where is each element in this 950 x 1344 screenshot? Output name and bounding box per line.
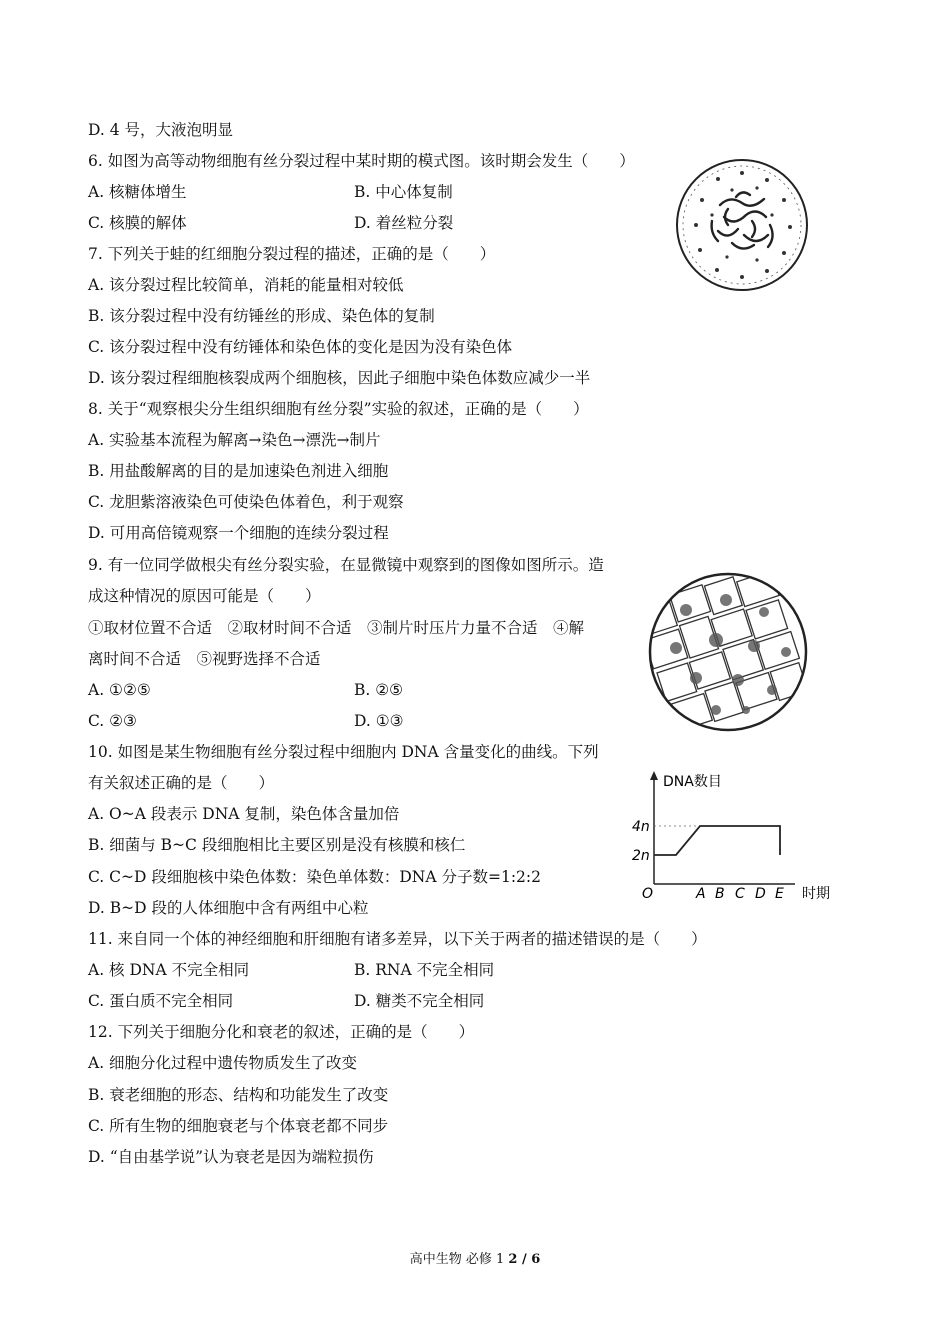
q10-option-b: B. 细菌与 B~C 段细胞相比主要区别是没有核膜和核仁 [88,836,466,854]
q9-option-d: D. ①③ [354,712,404,730]
dna-curve [654,826,780,855]
q11-option-d: D. 糖类不完全相同 [354,992,485,1010]
q9-reasons-line2: 离时间不合适 ⑤视野选择不合适 [88,650,321,668]
q8-option-d: D. 可用高倍镜观察一个细胞的连续分裂过程 [88,524,389,542]
xtick-d: D [755,886,766,902]
y-axis-arrow-icon [650,771,658,780]
xtick-a: A [696,886,706,902]
q11-stem: 11. 来自同一个体的神经细胞和肝细胞有诸多差异，以下关于两者的描述错误的是（ ） [88,930,707,948]
q8-stem: 8. 关于“观察根尖分生组织细胞有丝分裂”实验的叙述，正确的是（ ） [88,400,589,418]
q12-stem: 12. 下列关于细胞分化和衰老的叙述，正确的是（ ） [88,1023,475,1041]
q8-option-b: B. 用盐酸解离的目的是加速染色剂进入细胞 [88,462,389,480]
q12-option-c: C. 所有生物的细胞衰老与个体衰老都不同步 [88,1117,389,1135]
dna-content-graph [630,768,840,906]
xtick-c: C [735,886,745,902]
q6-stem: 6. 如图为高等动物细胞有丝分裂过程中某时期的模式图。该时期会发生（ ） [88,152,635,170]
q9-stem-line2: 成这种情况的原因可能是（ ） [88,587,321,605]
q5-option-d: D. 4 号，大液泡明显 [88,121,234,139]
animal-cell-figure [672,155,812,295]
q9-option-a: A. ①②⑤ [88,681,151,699]
q12-option-b: B. 衰老细胞的形态、结构和功能发生了改变 [88,1086,389,1104]
ytick-2n: 2n [632,848,650,864]
q10-stem-line2: 有关叙述正确的是（ ） [88,774,275,792]
q12-option-d: D. “自由基学说”认为衰老是因为端粒损伤 [88,1148,374,1166]
q6-option-c: C. 核膜的解体 [88,214,187,232]
q8-option-a: A. 实验基本流程为解离→染色→漂洗→制片 [88,431,381,449]
root-tip-microscope-figure [646,570,810,734]
q12-option-a: A. 细胞分化过程中遗传物质发生了改变 [88,1054,358,1072]
q7-option-c: C. 该分裂过程中没有纺锤体和染色体的变化是因为没有染色体 [88,338,513,356]
origin-label: O [642,886,654,902]
q9-option-c: C. ②③ [88,712,137,730]
q7-option-a: A. 该分裂过程比较简单，消耗的能量相对较低 [88,276,404,294]
q7-stem: 7. 下列关于蛙的红细胞分裂过程的描述，正确的是（ ） [88,245,496,263]
xtick-e: E [775,886,784,902]
q7-option-d: D. 该分裂过程细胞核裂成两个细胞核，因此子细胞中染色体数应减少一半 [88,369,591,387]
q6-option-d: D. 着丝粒分裂 [354,214,454,232]
q11-option-c: C. 蛋白质不完全相同 [88,992,234,1010]
footer-text: 高中生物 必修 1 [409,1252,509,1267]
q10-option-a: A. O~A 段表示 DNA 复制，染色体含量加倍 [88,805,400,823]
q9-stem-line1: 9. 有一位同学做根尖有丝分裂实验，在显微镜中观察到的图像如图所示。造 [88,556,604,574]
page-number: 2 / 6 [508,1252,541,1267]
q10-stem-line1: 10. 如图是某生物细胞有丝分裂过程中细胞内 DNA 含量变化的曲线。下列 [88,743,599,761]
q10-option-c: C. C~D 段细胞核中染色体数：染色单体数：DNA 分子数=1:2:2 [88,868,541,886]
xtick-b: B [715,886,725,902]
q6-option-b: B. 中心体复制 [354,183,453,201]
q11-option-b: B. RNA 不完全相同 [354,961,495,979]
y-axis-label: DNA数目 [663,774,722,790]
q6-option-a: A. 核糖体增生 [88,183,187,201]
x-axis-label: 时期 [802,886,830,902]
ytick-4n: 4n [632,819,650,835]
q9-reasons-line1: ①取材位置不合适 ②取材时间不合适 ③制片时压片力量不合适 ④解 [88,619,585,637]
q10-option-d: D. B~D 段的人体细胞中含有两组中心粒 [88,899,369,917]
q8-option-c: C. 龙胆紫溶液染色可使染色体着色，利于观察 [88,493,404,511]
q11-option-a: A. 核 DNA 不完全相同 [88,961,250,979]
q7-option-b: B. 该分裂过程中没有纺锤丝的形成、染色体的复制 [88,307,435,325]
q9-option-b: B. ②⑤ [354,681,404,699]
page-footer [0,1248,950,1267]
